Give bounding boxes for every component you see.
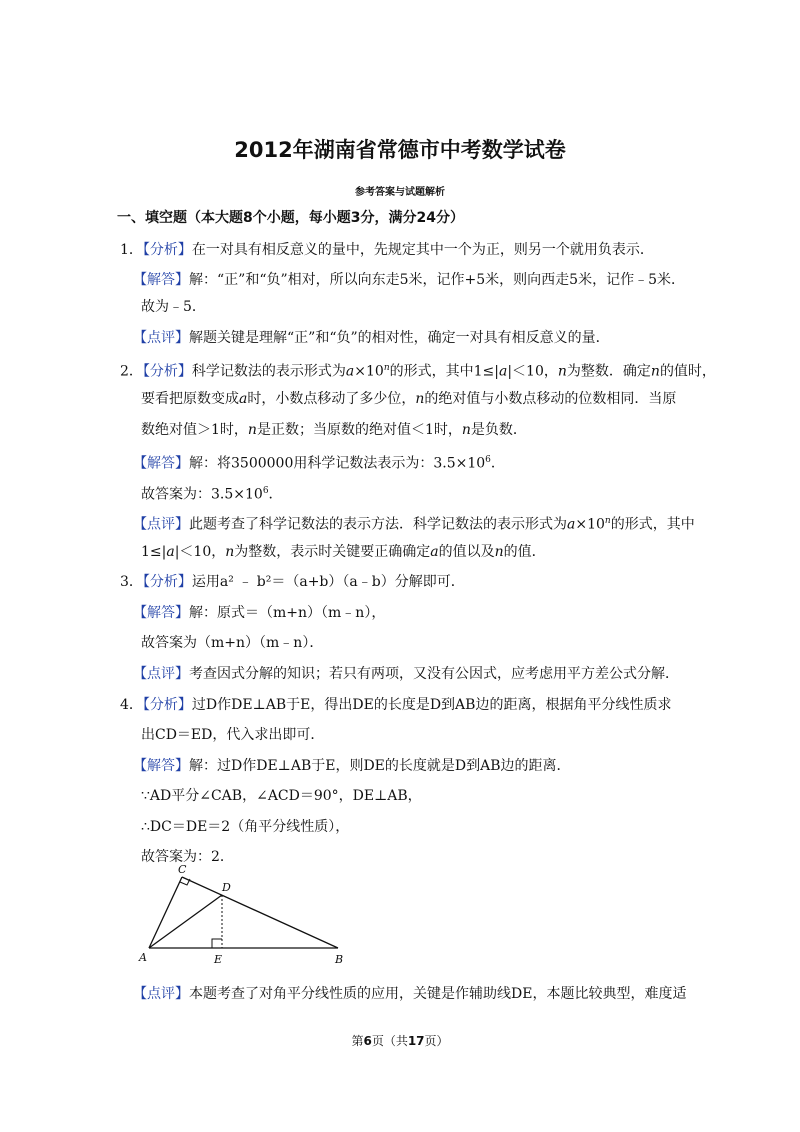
- q2-answer-conclusion: 故答案为：$3.5\times 10^6$．: [141, 486, 283, 503]
- q2-comment-line2: 1≤|a|＜10，n为整数，表示时关键要正确确定a的值以及n的值．: [141, 544, 546, 560]
- label-c: C: [178, 863, 187, 876]
- q3-answer-conclusion: 故答案为（m+n）（m﹣n）．: [141, 635, 324, 651]
- page-footer: 第6页（共17页）: [351, 1034, 449, 1048]
- q2-answer: 【解答】解：将3500000用科学记数法表示为：$3.5\times 10^6$．: [133, 455, 505, 472]
- q4-analysis: 4．【分析】过D作DE⊥AB于E，得出DE的长度是D到AB边的距离，根据角平分线性质求: [120, 697, 672, 713]
- q1-analysis: 1．【分析】在一对具有相反意义的量中，先规定其中一个为正，则另一个就用负表示．: [120, 242, 654, 258]
- q1-number: 1．: [120, 242, 143, 258]
- q2-analysis-line3: 数绝对值＞1时，n是正数；当原数的绝对值＜1时，n是负数．: [141, 422, 527, 438]
- label-e: E: [214, 953, 223, 966]
- q4-answer: 【解答】解：过D作DE⊥AB于E，则DE的长度就是D到AB边的距离．: [133, 758, 571, 774]
- segment-cb: [182, 877, 338, 948]
- total-page-count: 17: [407, 1034, 425, 1048]
- label-b: B: [335, 953, 344, 966]
- section-heading: 一、填空题（本大题8个小题，每小题3分，满分24分）: [117, 210, 464, 226]
- q3-analysis: 3．【分析】运用a² ﹣ b²＝（a+b）（a﹣b）分解即可．: [120, 574, 465, 590]
- page-title: 2012年湖南省常德市中考数学试卷: [234, 138, 566, 162]
- answer-tag: 【解答】: [133, 272, 189, 288]
- comment-tag: 【点评】: [133, 330, 189, 346]
- q4-step-3: 故答案为：2．: [141, 849, 234, 865]
- q2-analysis-line2: 要看把原数变成a时，小数点移动了多少位，n的绝对值与小数点移动的位数相同．当原: [141, 391, 677, 407]
- q1-answer-conclusion: 故为﹣5．: [141, 299, 206, 315]
- label-d: D: [222, 881, 231, 894]
- q2-analysis: 2．【分析】科学记数法的表示形式为$a\times 10^n$的形式，其中1≤|a|＜10，n为整数．确定n的值时，: [120, 363, 716, 380]
- q4-step-1: ∵AD平分∠CAB，∠ACD＝90°，DE⊥AB，: [141, 788, 422, 804]
- current-page-number: 6: [363, 1034, 372, 1048]
- q1-comment: 【点评】解题关键是理解“正”和“负”的相对性，确定一对具有相反意义的量．: [133, 330, 610, 346]
- q2-comment: 【点评】此题考查了科学记数法的表示方法．科学记数法的表示形式为$a\times 10^n$的形式，其中: [133, 516, 695, 533]
- q4-analysis-line2: 出CD＝ED，代入求出即可．: [141, 727, 325, 743]
- triangle-figure: [138, 860, 348, 970]
- q2-number: 2．: [120, 363, 143, 380]
- label-a: A: [139, 951, 147, 964]
- q3-number: 3．: [120, 574, 143, 590]
- right-angle-e: [212, 939, 222, 948]
- q3-answer: 【解答】解：原式＝（m+n）（m﹣n），: [133, 605, 386, 621]
- page-subtitle: 参考答案与试题解析: [355, 187, 445, 198]
- q4-comment: 【点评】本题考查了对角平分线性质的应用，关键是作辅助线DE，本题比较典型，难度适: [133, 986, 687, 1002]
- q3-comment: 【点评】考查因式分解的知识；若只有两项，又没有公因式，应考虑用平方差公式分解．: [133, 666, 679, 682]
- segment-ad: [149, 895, 222, 948]
- q4-step-2: ∴DC＝DE＝2（角平分线性质），: [141, 819, 350, 835]
- segment-ac: [149, 877, 182, 948]
- q1-answer: 【解答】解：“正”和“负”相对，所以向东走5米，记作+5米，则向西走5米，记作﹣5米．: [133, 272, 685, 288]
- analysis-tag: 【分析】: [142, 242, 192, 258]
- q4-number: 4．: [120, 697, 143, 713]
